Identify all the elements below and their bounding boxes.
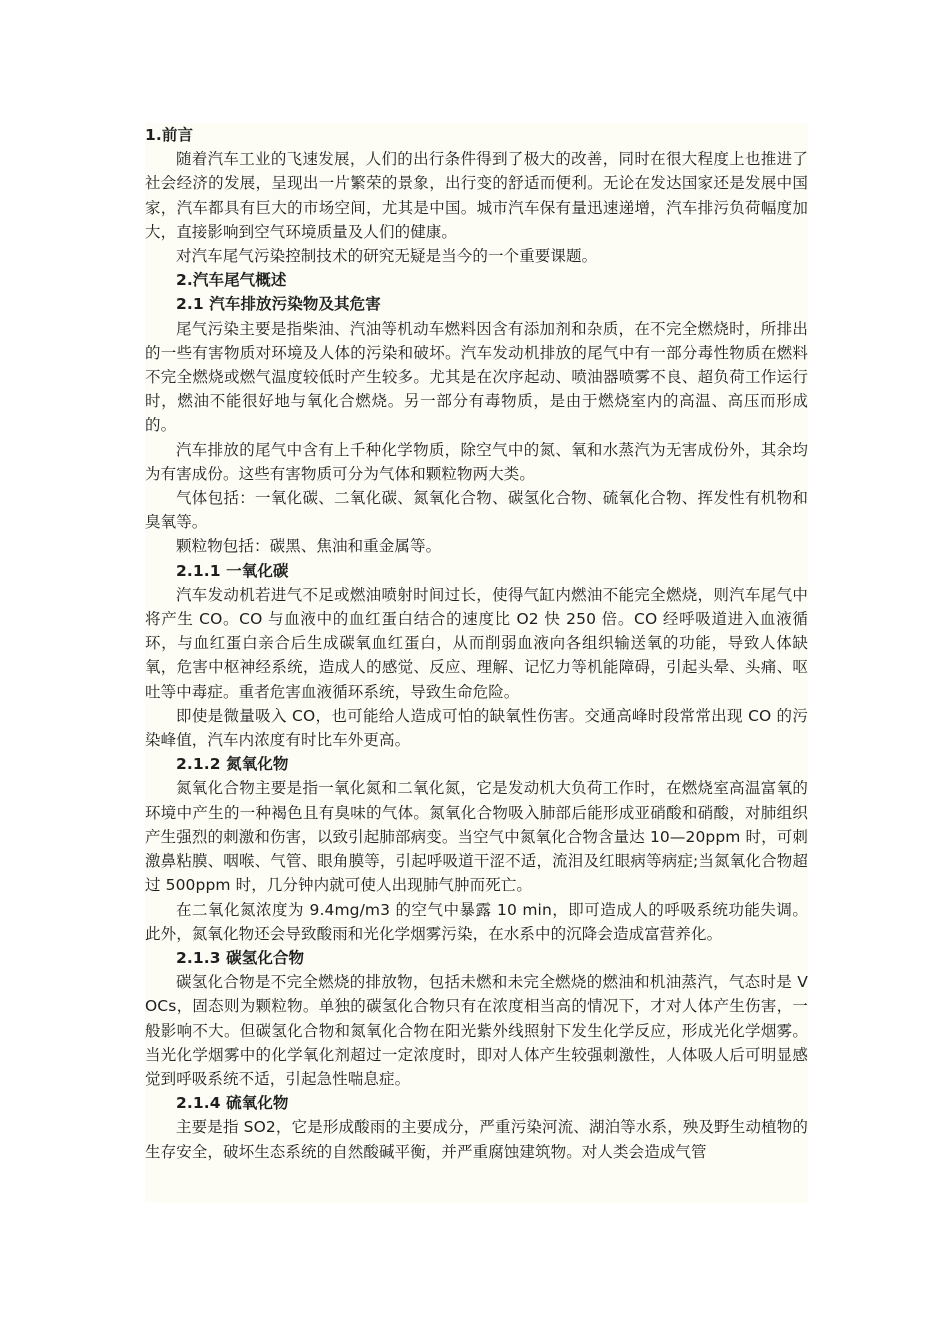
- heading-hydrocarbons: 2.1.3 碳氢化合物: [176, 948, 305, 967]
- paragraph-gases: 气体包括：一氧化碳、二氧化碳、氮氧化合物、碳氢化合物、硫氧化合物、挥发性有机物和臭氧等。: [145, 489, 808, 532]
- heading-introduction: 1.前言: [145, 126, 194, 144]
- heading-sulfur-oxides: 2.1.4 硫氧化物: [176, 1094, 289, 1113]
- paragraph-pollution-source: 尾气污染主要是指柴油、汽油等机动车燃料因含有添加剂和杂质，在不完全燃烧时，所排出的一些有害物质对环境及人体的污染和破坏。汽车发动机排放的尾气中有一部分毒性物质在燃料不完全燃烧或燃气温度较低时产生较多。尤其是在次序起动、喷油器喷雾不良、超负荷工作运行时，燃油不能很好地与氧化合燃烧。另一部分有毒物质，是由于燃烧室内的高温、高压而形成的。: [145, 319, 808, 435]
- heading-nitrogen-oxides: 2.1.2 氮氧化物: [176, 755, 289, 774]
- paragraph-co-trace: 即使是微量吸入 CO，也可能给人造成可怕的缺氧性伤害。交通高峰时段常常出现 CO 的污染峰值，汽车内浓度有时比车外更高。: [145, 706, 808, 750]
- heading-exhaust-overview: 2.汽车尾气概述: [176, 271, 287, 290]
- document-body: [145, 123, 808, 1164]
- heading-pollutants-hazards: 2.1 汽车排放污染物及其危害: [176, 295, 381, 314]
- paragraph-particulates: 颗粒物包括：碳黑、焦油和重金属等。: [176, 537, 442, 556]
- heading-carbon-monoxide: 2.1.1 一氧化碳: [176, 561, 289, 580]
- paragraph-no2-exposure: 在二氧化氮浓度为 9.4mg/m3 的空气中暴露 10 min，即可造成人的呼吸系统功能失调。此外，氮氧化物还会导致酸雨和光化学烟雾污染，在水系中的沉降会造成富营养化。: [145, 900, 808, 943]
- paragraph-nox-effects: 氮氧化合物主要是指一氧化氮和二氧化氮，它是发动机大负荷工作时，在燃烧室高温富氧的环境中产生的一种褐色且有臭味的气体。氮氧化合物吸入肺部后能形成亚硝酸和硝酸，对肺组织产生强烈的刺激和伤害，以致引起肺部病变。当空气中氮氧化合物含量达 10—20ppm 时，可刺激鼻粘膜、咽喉、气管、眼角膜等，引起呼吸道干涩不适，流泪及红眼病等病症;当氮氧化合物超过 500ppm 时，几分钟内就可使人出现肺气肿而死亡。: [145, 779, 808, 895]
- paragraph-hydrocarbons: 碳氢化合物是不完全燃烧的排放物，包括未燃和未完全燃烧的燃油和机油蒸汽，气态时是 VOCs，固态则为颗粒物。单独的碳氢化合物只有在浓度相当高的情况下，才对人体产生伤害，一般影响不大。但碳氢化合物和氮氧化合物在阳光紫外线照射下发生化学反应，形成光化学烟雾。当光化学烟雾中的化学氧化剂超过一定浓度时，即对人体产生较强刺激性，人体吸人后可明显感觉到呼吸系统不适，引起急性喘息症。: [145, 973, 808, 1088]
- paragraph-introduction: 随着汽车工业的飞速发展，人们的出行条件得到了极大的改善，同时在很大程度上也推进了社会经济的发展，呈现出一片繁荣的景象，出行变的舒适而便利。无论在发达国家还是发展中国家，汽车都具有巨大的市场空间，尤其是中国。城市汽车保有量迅速递增，汽车排污负荷幅度加大，直接影响到空气环境质量及人们的健康。: [145, 150, 808, 241]
- paragraph-research-topic: 对汽车尾气污染控制技术的研究无疑是当今的一个重要课题。: [176, 247, 598, 266]
- paragraph-chemical-substances: 汽车排放的尾气中含有上千种化学物质，除空气中的氮、氧和水蒸汽为无害成份外，其余均为有害成份。这些有害物质可分为气体和颗粒物两大类。: [145, 440, 808, 483]
- paragraph-co-effects: 汽车发动机若进气不足或燃油喷射时间过长，使得气缸内燃油不能完全燃烧，则汽车尾气中将产生 CO。CO 与血液中的血红蛋白结合的速度比 O2 快 250 倍。CO 经呼吸道进入血液循环，与血红蛋白亲合后生成碳氧血红蛋白，从而削弱血液向各组织输送氧的功能，导致人体缺氧，危害中枢神经系统，造成人的感觉、反应、理解、记忆力等机能障碍，引起头晕、头痛、呕吐等中毒症。重者危害血液循环系统，导致生命危险。: [145, 585, 808, 701]
- paragraph-sulfur-oxides: 主要是指 SO2，它是形成酸雨的主要成分，严重污染河流、湖泊等水系，殃及野生动植物的生存安全，破坏生态系统的自然酸碱平衡，并严重腐蚀建筑物。对人类会造成气管: [145, 1118, 808, 1161]
